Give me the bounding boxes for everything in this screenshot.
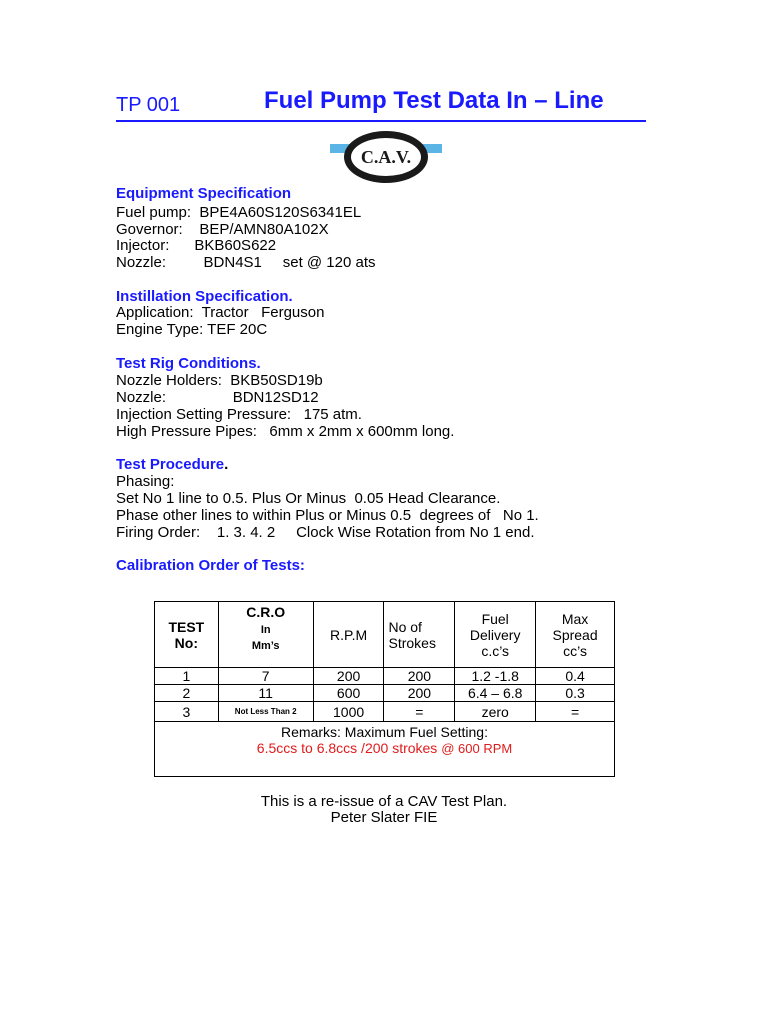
rig-heading: Test Rig Conditions. [116, 355, 261, 372]
test-plan-number: TP 001 [116, 94, 181, 116]
header-strokes: No of Strokes [384, 602, 455, 668]
cell-spread: = [536, 702, 615, 722]
header-spread: Max Spread cc’s [536, 602, 615, 668]
cell-rpm: 600 [313, 685, 384, 702]
footer-reissue-note: This is a re-issue of a CAV Test Plan. [260, 793, 508, 810]
procedure-heading [116, 456, 228, 473]
equipment-heading: Equipment Specification [116, 185, 292, 202]
procedure-line: Set No 1 line to 0.5. Plus Or Minus 0.05 Head Clearance. [116, 490, 501, 507]
equipment-line: Governor: BEP/AMN80A102X [116, 221, 329, 238]
document-title: Fuel Pump Test Data In – Line [264, 87, 604, 114]
procedure-line: Phase other lines to within Plus or Minus 0.5 degrees of No 1. [116, 507, 539, 524]
equipment-line: Injector: BKB60S622 [116, 237, 277, 254]
document-title-row [116, 86, 646, 122]
remarks-cell [155, 722, 615, 777]
cell-spread: 0.4 [536, 668, 615, 685]
cav-logo-text: C.A.V. [360, 147, 412, 167]
cell-cro: Not Less Than 2 [218, 702, 313, 722]
header-fuel: Fuel Delivery c.c’s [455, 602, 536, 668]
calibration-heading: Calibration Order of Tests: [116, 557, 305, 574]
remarks-value [157, 740, 612, 756]
cell-spread: 0.3 [536, 685, 615, 702]
remarks-value-main: 6.5ccs to 6.8ccs /200 strokes [256, 740, 442, 756]
cell-strokes: 200 [384, 668, 455, 685]
cell-cro: 11 [218, 685, 313, 702]
cell-test: 2 [155, 685, 219, 702]
installation-line: Application: Tractor Ferguson [116, 304, 325, 321]
rig-line: Injection Setting Pressure: 175 atm. [116, 406, 362, 423]
procedure-line: Phasing: [116, 473, 175, 490]
rig-line: High Pressure Pipes: 6mm x 2mm x 600mm long. [116, 423, 455, 440]
cav-logo [330, 130, 442, 184]
calibration-table [154, 601, 615, 777]
installation-line: Engine Type: TEF 20C [116, 321, 268, 338]
procedure-line: Firing Order: 1. 3. 4. 2 Clock Wise Rotation from No 1 end. [116, 524, 535, 541]
procedure-heading-period: . [224, 456, 229, 473]
table-header-row [155, 602, 615, 668]
cell-fuel: 6.4 – 6.8 [455, 685, 536, 702]
header-rpm: R.P.M [313, 602, 384, 668]
table-row [155, 702, 615, 722]
rig-line: Nozzle Holders: BKB50SD19b [116, 372, 323, 389]
procedure-heading-text: Test Procedure [116, 456, 225, 473]
remarks-row [155, 722, 615, 777]
table-row [155, 685, 615, 702]
cell-fuel: 1.2 -1.8 [455, 668, 536, 685]
header-cro: C.R.O In Mm’s [218, 602, 313, 668]
remarks-value-rpm: @ 600 RPM [441, 741, 513, 756]
table-row [155, 668, 615, 685]
cell-strokes: 200 [384, 685, 455, 702]
cell-fuel: zero [455, 702, 536, 722]
cell-rpm: 1000 [313, 702, 384, 722]
cell-test: 1 [155, 668, 219, 685]
installation-heading: Instillation Specification. [116, 288, 293, 305]
header-test: TEST No: [155, 602, 219, 668]
remarks-label: Remarks: Maximum Fuel Setting: [281, 724, 488, 740]
cell-cro: 7 [218, 668, 313, 685]
equipment-line: Nozzle: BDN4S1 set @ 120 ats [116, 254, 376, 271]
footer-author: Peter Slater FIE [330, 809, 438, 826]
cell-rpm: 200 [313, 668, 384, 685]
cell-strokes: = [384, 702, 455, 722]
rig-line: Nozzle: BDN12SD12 [116, 389, 319, 406]
equipment-line: Fuel pump: BPE4A60S120S6341EL [116, 204, 362, 221]
cell-test: 3 [155, 702, 219, 722]
